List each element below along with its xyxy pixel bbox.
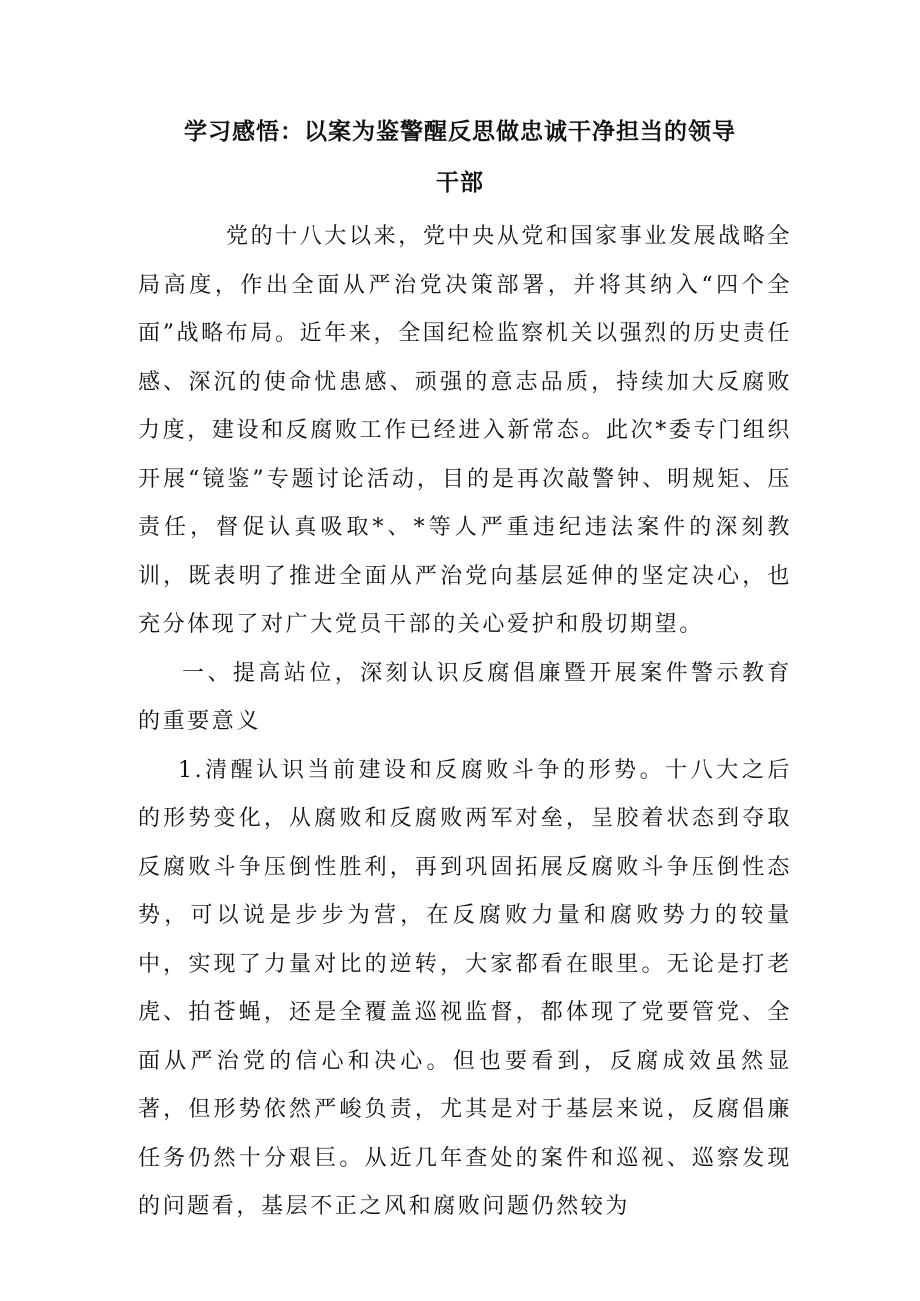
section-heading-1: 一、提高站位，深刻认识反腐倡廉暨开展案件警示教育的重要意义	[138, 660, 792, 734]
document-title-line-2: 干部	[436, 170, 484, 196]
document-title-line-1: 学习感悟：以案为鉴警醒反思做忠诚干净担当的领导	[184, 119, 736, 145]
paragraph-intro: 党的十八大以来，党中央从党和国家事业发展战略全局高度，作出全面从严治党决策部署，并将其纳入“四个全面”战略布局。近年来，全国纪检监察机关以强烈的历史责任感、深沉的使命忧患感、顽强的意志品质，持续加大反腐败力度，建设和反腐败工作已经进入新常态。此次*委专门组织开展“镜鉴”专题讨论活动，目的是再次敲警钟、明规矩、压责任，督促认真吸取*、*等人严重违纪违法案件的深刻教训，既表明了推进全面从严治党向基层延伸的坚定决心，也充分体现了对广大党员干部的关心爱护和殷切期望。	[138, 224, 792, 637]
document-body	[138, 213, 792, 1232]
paragraph-point-1: 1.清醒认识当前建设和反腐败斗争的形势。十八大之后的形势变化，从腐败和反腐败两军对垒，呈胶着状态到夺取反腐败斗争压倒性胜利，再到巩固拓展反腐败斗争压倒性态势，可以说是步步为营，在反腐败力量和腐败势力的较量中，实现了力量对比的逆转，大家都看在眼里。无论是打老虎、拍苍蝇，还是全覆盖巡视监督，都体现了党要管党、全面从严治党的信心和决心。但也要看到，反腐成效虽然显著，但形势依然严峻负责，尤其是对于基层来说，反腐倡廉任务仍然十分艰巨。从近几年查处的案件和巡视、巡察发现的问题看，基层不正之风和腐败问题仍然较为	[138, 757, 792, 1219]
